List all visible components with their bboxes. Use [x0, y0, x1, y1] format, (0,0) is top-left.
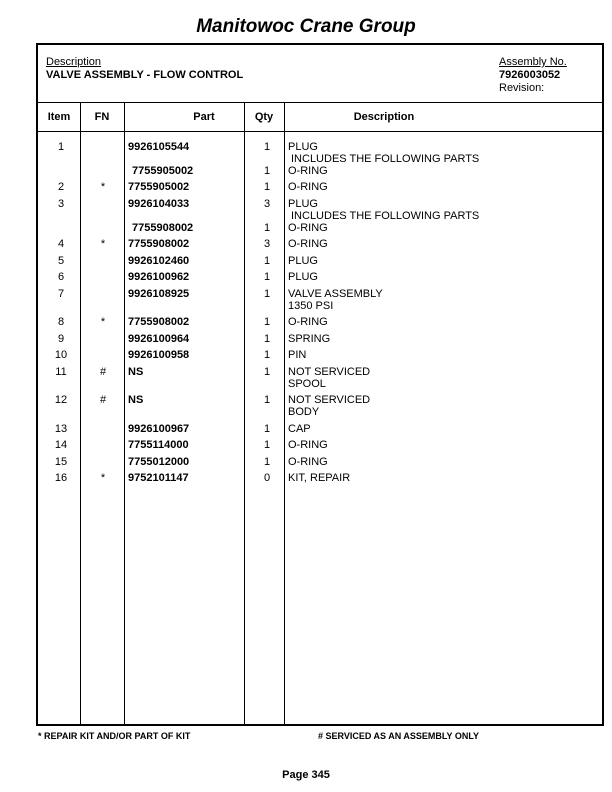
cell-qty: 1 [263, 333, 271, 345]
cell-qty: 1 [263, 181, 271, 193]
cell-fn: * [100, 472, 106, 484]
assembly-header [38, 45, 602, 103]
description-line: KIT, REPAIR [288, 472, 351, 484]
cell-item: 1 [57, 141, 65, 153]
description-caption: Description [46, 56, 102, 68]
cell-qty: 1 [263, 439, 271, 451]
revision-caption: Revision: [499, 82, 545, 94]
cell-item: 4 [57, 238, 65, 250]
cell-description [288, 316, 328, 328]
cell-qty: 1 [263, 394, 271, 406]
cell-qty: 1 [263, 423, 271, 435]
parts-table-frame [36, 43, 604, 726]
cell-qty: 1 [263, 316, 271, 328]
description-subline: 1350 PSI [288, 300, 334, 312]
cell-item: 9 [57, 333, 65, 345]
cell-qty: 1 [263, 288, 271, 300]
cell-part-number: 7755905002 [132, 165, 194, 177]
cell-fn: * [100, 316, 106, 328]
column-divider [80, 103, 81, 724]
description-subline: SPOOL [288, 378, 326, 390]
cell-part-number: 7755908002 [128, 316, 190, 328]
cell-item: 15 [54, 456, 68, 468]
cell-fn: * [100, 238, 106, 250]
cell-qty: 1 [263, 349, 271, 361]
cell-fn: # [99, 366, 107, 378]
description-line: PLUG [288, 271, 318, 283]
description-line: NOT SERVICED [288, 394, 371, 406]
description-line: O-RING [288, 238, 328, 250]
cell-fn: * [100, 181, 106, 193]
description-line: O-RING [288, 439, 328, 451]
cell-item: 7 [57, 288, 65, 300]
cell-description [288, 439, 328, 451]
cell-description [288, 366, 370, 390]
cell-description [288, 349, 306, 361]
cell-description [288, 472, 350, 484]
page-number: Page 345 [282, 769, 330, 781]
column-header-fn: FN [94, 111, 110, 123]
cell-part-number: 9926100958 [128, 349, 190, 361]
cell-fn: # [99, 394, 107, 406]
cell-description [288, 165, 328, 177]
description-line: PLUG [288, 198, 318, 210]
cell-description [288, 271, 318, 283]
description-line: O-RING [288, 181, 328, 193]
cell-qty: 1 [263, 271, 271, 283]
description-value: VALVE ASSEMBLY - FLOW CONTROL [46, 69, 244, 81]
column-divider [124, 103, 125, 724]
cell-qty: 3 [263, 238, 271, 250]
cell-part-number: NS [128, 394, 144, 406]
description-line: SPRING [288, 333, 331, 345]
cell-part-number: NS [128, 366, 144, 378]
description-subline: INCLUDES THE FOLLOWING PARTS [291, 210, 480, 222]
cell-qty: 0 [263, 472, 271, 484]
cell-item: 3 [57, 198, 65, 210]
cell-description [288, 222, 328, 234]
description-line: O-RING [288, 222, 328, 234]
cell-item: 11 [55, 366, 67, 378]
description-line: O-RING [288, 456, 328, 468]
cell-description [288, 456, 328, 468]
page-title: Manitowoc Crane Group [196, 16, 416, 37]
description-line: NOT SERVICED [288, 366, 371, 378]
description-subline: INCLUDES THE FOLLOWING PARTS [291, 153, 480, 165]
cell-description [288, 333, 330, 345]
footnote-repair-kit: * REPAIR KIT AND/OR PART OF KIT [38, 731, 191, 741]
description-line: O-RING [288, 165, 328, 177]
description-line: PLUG [288, 255, 318, 267]
cell-part-number: 9926100967 [128, 423, 190, 435]
cell-item: 13 [54, 423, 68, 435]
cell-item: 14 [54, 439, 68, 451]
cell-qty: 3 [263, 198, 271, 210]
cell-description [288, 288, 383, 312]
description-line: VALVE ASSEMBLY [288, 288, 383, 300]
cell-item: 10 [54, 349, 68, 361]
cell-qty: 1 [263, 222, 271, 234]
cell-description [288, 238, 328, 250]
column-divider [244, 103, 245, 724]
assembly-number: 7926003052 [499, 69, 561, 81]
cell-part-number: 9926104033 [128, 198, 190, 210]
cell-part-number: 9926100962 [128, 271, 190, 283]
cell-qty: 1 [263, 366, 271, 378]
cell-qty: 1 [263, 165, 271, 177]
cell-item: 12 [54, 394, 68, 406]
column-header-part: Part [193, 111, 215, 123]
cell-part-number: 9752101147 [128, 472, 189, 484]
description-line: PLUG [288, 141, 318, 153]
cell-item: 8 [57, 316, 65, 328]
column-divider [284, 103, 285, 724]
cell-part-number: 9926102460 [128, 255, 190, 267]
cell-part-number: 7755908002 [132, 222, 194, 234]
footnote-serviced-assembly: # SERVICED AS AN ASSEMBLY ONLY [318, 731, 480, 741]
column-header-qty: Qty [254, 111, 274, 123]
cell-description [288, 423, 311, 435]
cell-description [288, 181, 328, 193]
description-subline: BODY [288, 406, 320, 418]
description-line: PIN [288, 349, 307, 361]
cell-description [288, 198, 479, 222]
cell-description [288, 141, 479, 165]
cell-item: 2 [57, 181, 65, 193]
cell-part-number: 9926108925 [128, 288, 190, 300]
cell-item: 5 [57, 255, 65, 267]
cell-part-number: 7755012000 [128, 456, 190, 468]
cell-description [288, 255, 318, 267]
cell-qty: 1 [263, 456, 271, 468]
cell-item: 6 [57, 271, 65, 283]
cell-item: 16 [54, 472, 68, 484]
description-line: O-RING [288, 316, 328, 328]
cell-description [288, 394, 370, 418]
cell-part-number: 7755905002 [128, 181, 190, 193]
cell-part-number: 9926105544 [128, 141, 190, 153]
column-header-row [38, 103, 602, 132]
cell-part-number: 9926100964 [128, 333, 190, 345]
cell-part-number: 7755114000 [128, 439, 189, 451]
column-header-description: Description [353, 111, 415, 123]
description-line: CAP [288, 423, 311, 435]
assembly-caption: Assembly No. [499, 56, 567, 68]
column-header-item: Item [47, 111, 71, 123]
cell-part-number: 7755908002 [128, 238, 190, 250]
cell-qty: 1 [263, 141, 271, 153]
cell-qty: 1 [263, 255, 271, 267]
